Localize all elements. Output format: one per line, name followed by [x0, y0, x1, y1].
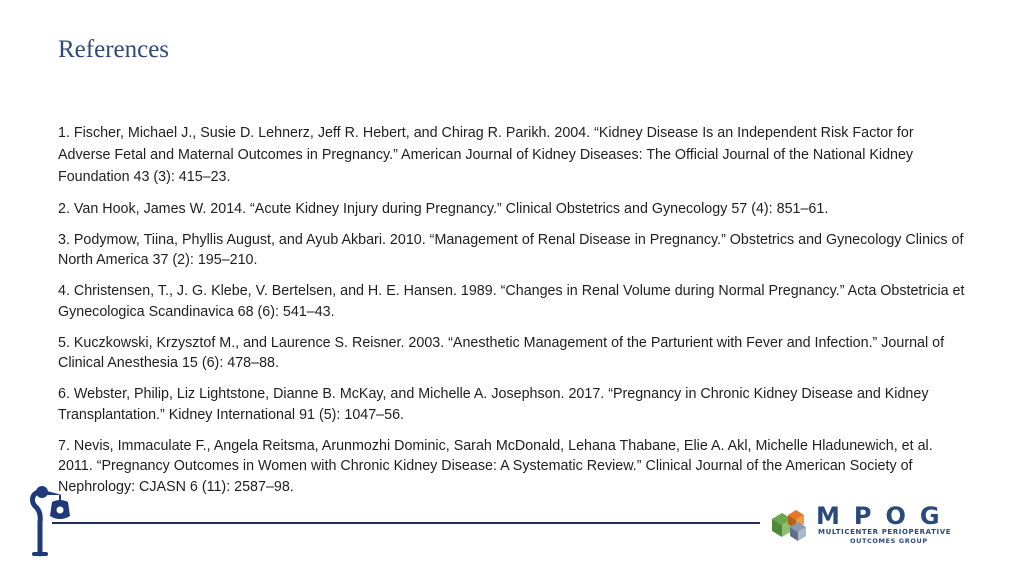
mpog-cube-icon — [766, 505, 816, 545]
page-title: References — [58, 36, 170, 63]
reference-item: 6. Webster, Philip, Liz Lightstone, Dianne B. McKay, and Michelle A. Josephson. 2017. “Pregnancy in Chronic Kidney Disease and Kidney Transplantation.” Kidney International 91 (5): 1047–56. — [58, 386, 929, 423]
reference-item: 3. Podymow, Tiina, Phyllis August, and Ayub Akbari. 2010. “Management of Renal Disease in Pregnancy.” Obstetrics and Gynecology Clinics of North America 37 (2): 195–210. — [58, 231, 964, 268]
mpog-subtitle-line2: OUTCOMES GROUP — [850, 537, 928, 545]
reference-item: 7. Nevis, Immaculate F., Angela Reitsma, Arunmozhi Dominic, Sarah McDonald, Lehana Thabane, Elie A. Akl, Michelle Hladunewich, et al. 2011. “Pregnancy Outcomes in Women with Chronic Kidney Disease: A Systematic Review.” Clinical Journal of the American Society of Nephrology: CJASN 6 (11): 2587–98. — [58, 437, 933, 495]
mpog-subtitle-line1: MULTICENTER PERIOPERATIVE — [818, 528, 952, 536]
stork-icon — [14, 480, 84, 560]
reference-list — [58, 122, 968, 508]
mpog-logo — [766, 503, 978, 547]
mpog-wordmark: MPOG — [816, 502, 954, 530]
footer-divider — [52, 522, 760, 524]
reference-item: 1. Fischer, Michael J., Susie D. Lehnerz, Jeff R. Hebert, and Chirag R. Parikh. 2004. “Kidney Disease Is an Independent Risk Factor for Adverse Fetal and Maternal Outcomes in Pregnancy.” American Journal of Kidney Diseases: The Official Journal of the National Kidney Foundation 43 (3): 415–23. — [58, 125, 914, 185]
reference-item: 2. Van Hook, James W. 2014. “Acute Kidney Injury during Pregnancy.” Clinical Obstetrics and Gynecology 57 (4): 851–61. — [58, 200, 829, 217]
reference-item: 5. Kuczkowski, Krzysztof M., and Laurence S. Reisner. 2003. “Anesthetic Management of the Parturient with Fever and Infection.” Journal of Clinical Anesthesia 15 (6): 478–88. — [58, 334, 945, 371]
reference-item: 4. Christensen, T., J. G. Klebe, V. Bertelsen, and H. E. Hansen. 1989. “Changes in Renal Volume during Normal Pregnancy.” Acta Obstetricia et Gynecologica Scandinavica 68 (6): 541–43. — [58, 283, 965, 320]
